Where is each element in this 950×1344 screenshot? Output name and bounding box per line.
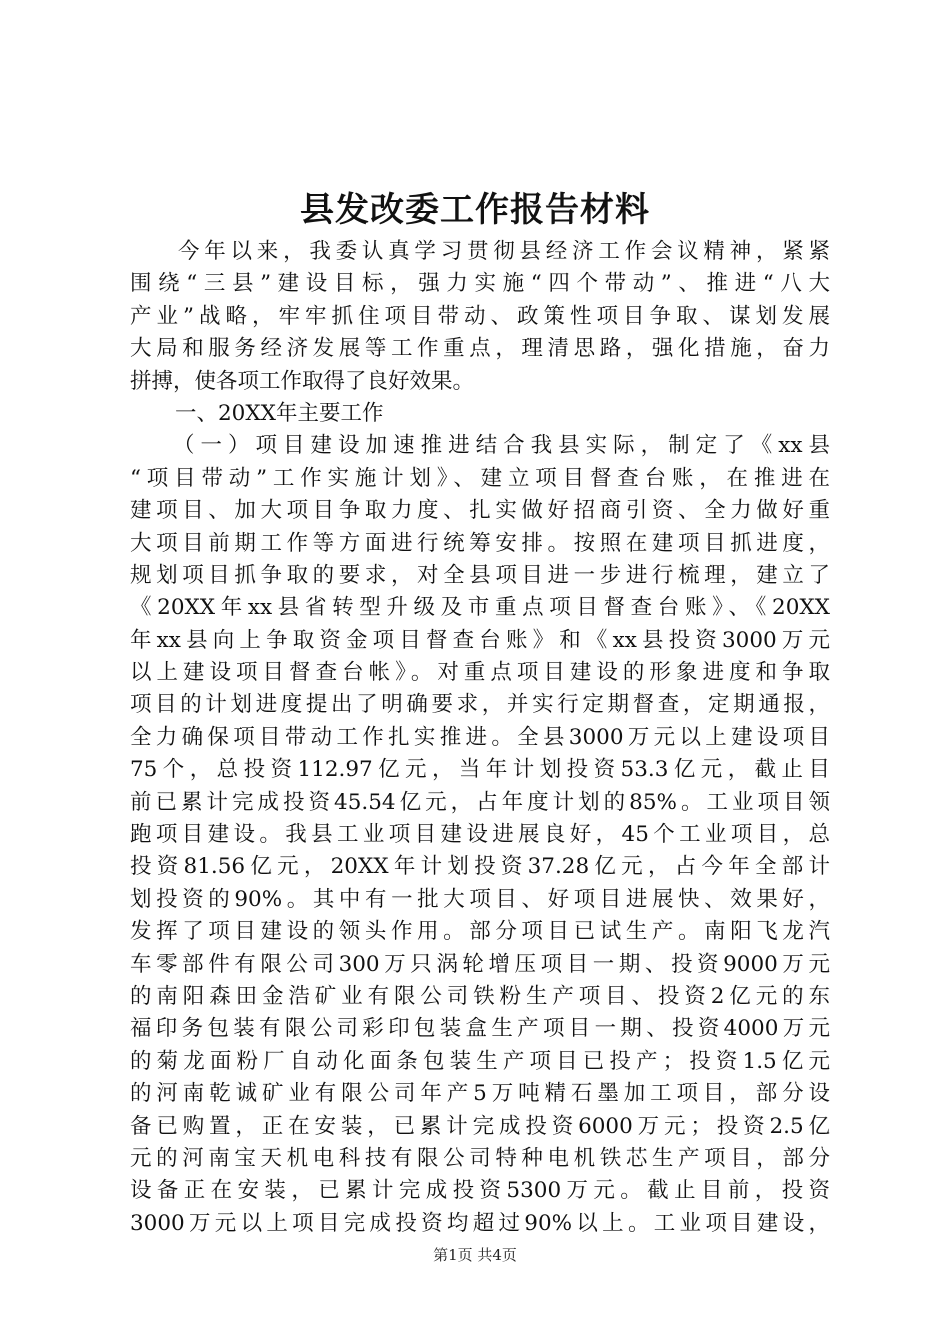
body-text <box>130 236 830 1240</box>
text-line: 发挥了项目建设的领头作用。部分项目已试生产。南阳飞龙汽 <box>130 919 830 945</box>
text-line: 年xx县向上争取资金项目督查台账》和《xx县投资3000万元 <box>130 627 830 653</box>
text-line: 元的河南宝天机电科技有限公司特种电机铁芯生产项目，部分 <box>130 1145 830 1171</box>
text-line: 今年以来，我委认真学习贯彻县经济工作会议精神，紧紧 <box>178 239 830 264</box>
text-line: 产业”战略，牢牢抓住项目带动、政策性项目争取、谋划发展 <box>130 303 830 329</box>
text-line: 跑项目建设。我县工业项目建设进展良好，45个工业项目，总 <box>130 822 830 848</box>
text-line: 项目的计划进度提出了明确要求，并实行定期督查，定期通报， <box>130 692 830 718</box>
text-line: 围绕“三县”建设目标，强力实施“四个带动”、推进“八大 <box>130 271 830 297</box>
page-number-footer: 第1页 共4页 <box>433 1246 517 1264</box>
text-line: 3000万元以上项目完成投资均超过90%以上。工业项目建设， <box>130 1210 830 1236</box>
text-line: 全力确保项目带动工作扎实推进。全县3000万元以上建设项目 <box>130 724 830 750</box>
text-line: 以上建设项目督查台帐》。对重点项目建设的形象进度和争取 <box>130 660 830 686</box>
text-line: 划投资的90%。其中有一批大项目、好项目进展快、效果好， <box>130 886 830 912</box>
text-line: 《20XX年xx县省转型升级及市重点项目督查台账》、《20XX <box>130 595 830 621</box>
text-line: 的菊龙面粉厂自动化面条包装生产项目已投产；投资1.5亿元 <box>130 1048 830 1074</box>
text-line: 前已累计完成投资45.54亿元，占年度计划的85%。工业项目领 <box>130 789 830 815</box>
text-line: 建项目、加大项目争取力度、扎实做好招商引资、全力做好重 <box>130 498 830 524</box>
text-line: 备已购置，正在安装，已累计完成投资6000万元；投资2.5亿 <box>130 1113 830 1139</box>
text-line: “项目带动”工作实施计划》、建立项目督查台账，在推进在 <box>130 465 830 491</box>
text-line: 大局和服务经济发展等工作重点，理清思路，强化措施，奋力 <box>130 336 830 362</box>
text-line: 投资81.56亿元，20XX年计划投资37.28亿元，占今年全部计 <box>130 854 830 880</box>
text-line: 规划项目抓争取的要求，对全县项目进一步进行梳理，建立了 <box>130 562 830 588</box>
text-line: 大项目前期工作等方面进行统筹安排。按照在建项目抓进度， <box>130 530 830 556</box>
section-heading: 一、20XX年主要工作 <box>175 400 384 426</box>
text-line: （一）项目建设加速推进结合我县实际，制定了《xx县 <box>173 433 830 459</box>
text-line: 的河南乾诚矿业有限公司年产5万吨精石墨加工项目，部分设 <box>130 1081 830 1107</box>
text-line: 车零部件有限公司300万只涡轮增压项目一期、投资9000万元 <box>130 951 830 977</box>
text-line: 的南阳森田金浩矿业有限公司铁粉生产项目、投资2亿元的东 <box>130 983 830 1009</box>
text-line: 福印务包装有限公司彩印包装盒生产项目一期、投资4000万元 <box>130 1016 830 1042</box>
text-line: 75个，总投资112.97亿元，当年计划投资53.3亿元，截止目 <box>130 757 830 783</box>
text-line: 拼搏，使各项工作取得了良好效果。 <box>130 368 475 394</box>
text-line: 设备正在安装，已累计完成投资5300万元。截止目前，投资 <box>130 1178 830 1204</box>
page-title: 县发改委工作报告材料 <box>300 190 650 230</box>
